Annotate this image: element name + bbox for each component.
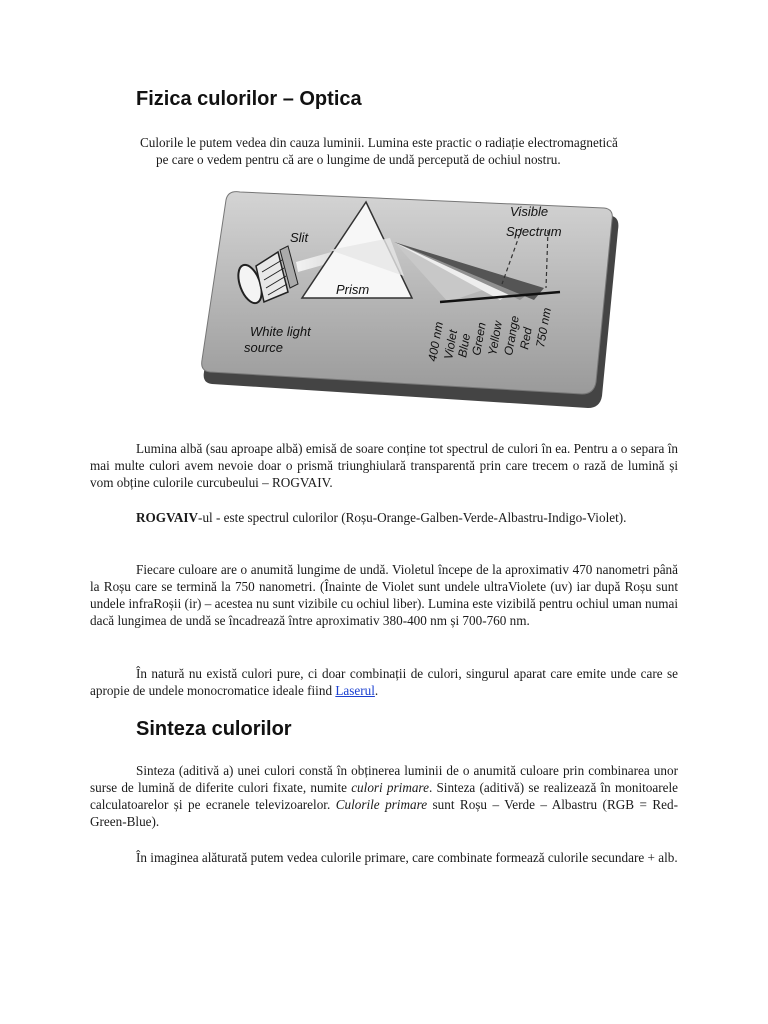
laser-link[interactable]: Laserul [335,683,375,698]
sinteza-em-2: Culorile primare [335,797,428,812]
sinteza-em-1: culori primare [351,780,429,795]
intro-line-2: pe care o vedem pentru că are o lungime de undă percepută de ochiul nostru. [156,152,561,167]
spectrum-label-6: Red [517,326,535,351]
label-prism: Prism [336,282,370,297]
paragraph-primary-colors: În imaginea alăturată putem vedea culorile primare, care combinate formează culorile secundare + alb. [136,850,678,865]
label-slit: Slit [290,230,309,245]
sinteza-text-b: . Sinteza (aditivă) se realizează în monitoarele calculatoarelor și pe ecranele televizoarelor. [90,780,678,812]
paragraph-sinteza [90,762,678,830]
spectrum-label-5: Orange [501,314,522,357]
spectrum-label-4: Yellow [485,319,505,357]
spectrum-label-3: Green [469,321,489,357]
sinteza-text-a: Sinteza (aditivă a) unei culori constă în obținerea luminii de o anumită culoare prin combinarea unor surse de lumină de diferite culori fixate, numite [90,763,678,795]
spectrum-label-2: Blue [455,332,474,359]
paragraph-white-light: Lumina albă (sau aproape albă) emisă de soare conține tot spectrul de culori în ea. Pentru a o separa în mai multe culori avem nevoie doar o prismă triunghiulară transparentă prin care trecem o rază de lumină și vom obține culorile curcubeului – ROGVAIV. [90,441,678,490]
label-visible: Visible [510,204,549,219]
spectrum-label-0: 400 nm [425,320,446,363]
paragraph-wavelength: Fiecare culoare are o anumită lungime de undă. Violetul începe de la aproximativ 470 nanometri până la Roșu care se termină la 750 nanometri. (Înainte de Violet sunt undele ultraViolete (uv) iar după Roșu sunt undele infraRoșii (ir) – acestea nu sunt vizibile cu ochiul liber). Lumina este vizibilă pentru ochiul uman numai dacă lungimea de undă se încadrează între aproximativ 380-400 nm și 700-760 nm. [90,562,678,628]
rogvaiv-bold: ROGVAIV [136,510,199,525]
page-title: Fizica culorilor – Optica [136,88,362,110]
paragraph-laser [90,665,678,699]
laser-end: . [374,683,379,698]
section-title-sinteza: Sinteza culorilor [136,718,292,740]
intro-paragraph [140,134,680,168]
label-source-1: White light [250,324,311,339]
label-spectrum: Spectrum [506,224,562,239]
spectrum-label-1: Violet [441,328,461,361]
laser-text: În natură nu există culori pure, ci doar combinații de culori, singurul aparat care emite unde care se apropie de undele monocromatice ideale fiind [90,666,678,698]
prism-spectrum-figure [200,180,620,412]
intro-line-1: Culorile le putem vedea din cauza luminii. Lumina este practic o radiație electromagnetică [140,135,618,150]
spectrum-label-7: 750 nm [533,306,554,349]
paragraph-rogvaiv [90,509,678,526]
sinteza-text-c: sunt Roșu – Verde – Albastru (RGB = Red-Green-Blue). [90,797,678,829]
rogvaiv-text: -ul - este spectrul culorilor (Roșu-Orange-Galben-Verde-Albastru-Indigo-Violet). [198,510,627,525]
label-source-2: source [244,340,284,355]
